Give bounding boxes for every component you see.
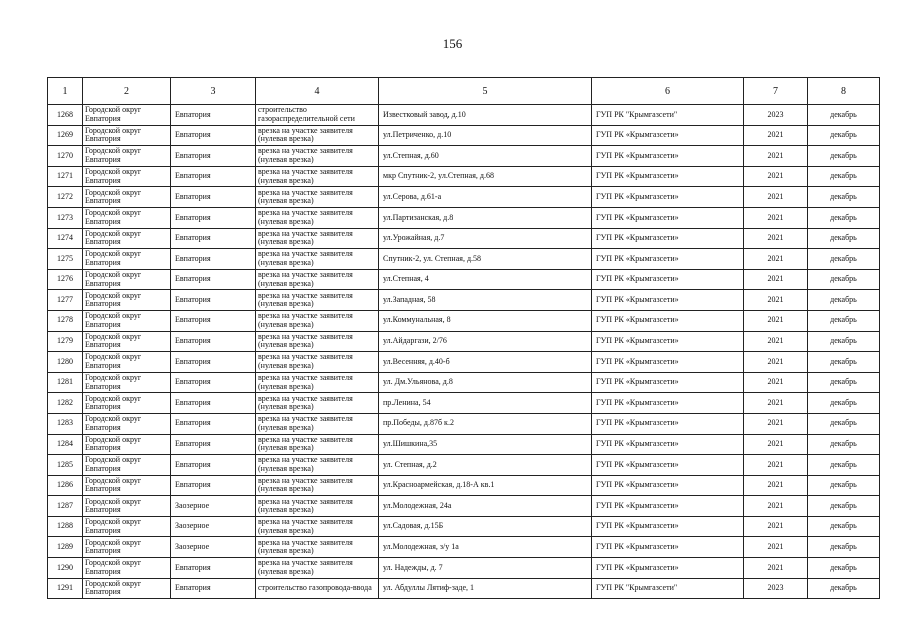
- page-number: 156: [442, 36, 463, 51]
- organization-cell: ГУП РК «Крымгазсети»: [592, 187, 744, 208]
- settlement-cell: Евпатория: [171, 434, 256, 455]
- work-type-cell: строительство газопровода-ввода: [256, 578, 379, 599]
- settlement-cell: Евпатория: [171, 105, 256, 126]
- month-cell: декабрь: [808, 475, 880, 496]
- organization-cell: ГУП РК «Крымгазсети»: [592, 125, 744, 146]
- district-cell: Городской округ Евпатория: [83, 146, 171, 167]
- year-cell: 2021: [744, 455, 808, 476]
- month-cell: декабрь: [808, 372, 880, 393]
- district-cell: Городской округ Евпатория: [83, 228, 171, 249]
- settlement-cell: Евпатория: [171, 372, 256, 393]
- column-header: 8: [808, 78, 880, 105]
- month-cell: декабрь: [808, 228, 880, 249]
- table-row: [48, 146, 880, 167]
- district-cell: Городской округ Евпатория: [83, 537, 171, 558]
- district-cell: Городской округ Евпатория: [83, 269, 171, 290]
- month-cell: декабрь: [808, 455, 880, 476]
- work-type-cell: врезка на участке заявителя (нулевая врезка): [256, 516, 379, 537]
- table-row: [48, 413, 880, 434]
- settlement-cell: Евпатория: [171, 413, 256, 434]
- year-cell: 2021: [744, 413, 808, 434]
- district-cell: Городской округ Евпатория: [83, 558, 171, 579]
- district-cell: Городской округ Евпатория: [83, 578, 171, 599]
- row-number-cell: 1291: [48, 578, 83, 599]
- address-cell: Спутник-2, ул. Степная, д.58: [379, 249, 592, 270]
- organization-cell: ГУП РК «Крымгазсети»: [592, 249, 744, 270]
- column-header: 4: [256, 78, 379, 105]
- work-type-cell: врезка на участке заявителя (нулевая врезка): [256, 475, 379, 496]
- address-cell: ул.Весенняя, д.40-б: [379, 352, 592, 373]
- row-number-cell: 1278: [48, 310, 83, 331]
- settlement-cell: Евпатория: [171, 228, 256, 249]
- address-cell: ул.Молодежная, з/у 1а: [379, 537, 592, 558]
- organization-cell: ГУП РК «Крымгазсети»: [592, 558, 744, 579]
- year-cell: 2023: [744, 578, 808, 599]
- district-cell: Городской округ Евпатория: [83, 207, 171, 228]
- organization-cell: ГУП РК «Крымгазсети»: [592, 290, 744, 311]
- table-row: [48, 228, 880, 249]
- organization-cell: ГУП РК «Крымгазсети»: [592, 310, 744, 331]
- organization-cell: ГУП РК «Крымгазсети»: [592, 372, 744, 393]
- table-row: [48, 578, 880, 599]
- row-number-cell: 1283: [48, 413, 83, 434]
- settlement-cell: Евпатория: [171, 352, 256, 373]
- row-number-cell: 1282: [48, 393, 83, 414]
- year-cell: 2021: [744, 372, 808, 393]
- month-cell: декабрь: [808, 166, 880, 187]
- month-cell: декабрь: [808, 496, 880, 517]
- district-cell: Городской округ Евпатория: [83, 249, 171, 270]
- organization-cell: ГУП РК «Крымгазсети»: [592, 352, 744, 373]
- year-cell: 2021: [744, 228, 808, 249]
- work-type-cell: врезка на участке заявителя (нулевая врезка): [256, 496, 379, 517]
- row-number-cell: 1281: [48, 372, 83, 393]
- settlement-cell: Евпатория: [171, 558, 256, 579]
- address-cell: ул.Коммунальная, 8: [379, 310, 592, 331]
- settlement-cell: Заозерное: [171, 516, 256, 537]
- work-type-cell: врезка на участке заявителя (нулевая врезка): [256, 187, 379, 208]
- settlement-cell: Евпатория: [171, 475, 256, 496]
- settlement-cell: Евпатория: [171, 290, 256, 311]
- work-type-cell: врезка на участке заявителя (нулевая врезка): [256, 146, 379, 167]
- work-type-cell: врезка на участке заявителя (нулевая врезка): [256, 290, 379, 311]
- row-number-cell: 1272: [48, 187, 83, 208]
- organization-cell: ГУП РК «Крымгазсети»: [592, 537, 744, 558]
- organization-cell: ГУП РК «Крымгазсети»: [592, 475, 744, 496]
- settlement-cell: Евпатория: [171, 125, 256, 146]
- organization-cell: ГУП РК «Крымгазсети»: [592, 207, 744, 228]
- district-cell: Городской округ Евпатория: [83, 516, 171, 537]
- settlement-cell: Заозерное: [171, 537, 256, 558]
- work-type-cell: врезка на участке заявителя (нулевая врезка): [256, 372, 379, 393]
- table-header-row: [48, 78, 880, 105]
- table-row: [48, 331, 880, 352]
- table-row: [48, 434, 880, 455]
- settlement-cell: Евпатория: [171, 187, 256, 208]
- row-number-cell: 1287: [48, 496, 83, 517]
- address-cell: пр.Победы, д.87б к.2: [379, 413, 592, 434]
- work-type-cell: врезка на участке заявителя (нулевая врезка): [256, 310, 379, 331]
- district-cell: Городской округ Евпатория: [83, 455, 171, 476]
- organization-cell: ГУП РК "Крымгазсети": [592, 105, 744, 126]
- work-type-cell: врезка на участке заявителя (нулевая врезка): [256, 537, 379, 558]
- work-type-cell: врезка на участке заявителя (нулевая врезка): [256, 558, 379, 579]
- row-number-cell: 1271: [48, 166, 83, 187]
- settlement-cell: Евпатория: [171, 166, 256, 187]
- work-type-cell: врезка на участке заявителя (нулевая врезка): [256, 434, 379, 455]
- month-cell: декабрь: [808, 516, 880, 537]
- address-cell: ул. Степная, д.2: [379, 455, 592, 476]
- table-row: [48, 105, 880, 126]
- address-cell: ул.Шишкина,35: [379, 434, 592, 455]
- year-cell: 2021: [744, 249, 808, 270]
- district-cell: Городской округ Евпатория: [83, 105, 171, 126]
- year-cell: 2021: [744, 496, 808, 517]
- year-cell: 2021: [744, 558, 808, 579]
- district-cell: Городской округ Евпатория: [83, 331, 171, 352]
- month-cell: декабрь: [808, 578, 880, 599]
- address-cell: Известковый завод, д.10: [379, 105, 592, 126]
- month-cell: декабрь: [808, 146, 880, 167]
- district-cell: Городской округ Евпатория: [83, 310, 171, 331]
- work-type-cell: врезка на участке заявителя (нулевая врезка): [256, 228, 379, 249]
- organization-cell: ГУП РК «Крымгазсети»: [592, 269, 744, 290]
- table-row: [48, 393, 880, 414]
- table-row: [48, 455, 880, 476]
- year-cell: 2021: [744, 166, 808, 187]
- work-type-cell: врезка на участке заявителя (нулевая врезка): [256, 393, 379, 414]
- table-row: [48, 516, 880, 537]
- table-row: [48, 496, 880, 517]
- address-cell: ул.Красноармейская, д.18-А кв.1: [379, 475, 592, 496]
- district-cell: Городской округ Евпатория: [83, 393, 171, 414]
- address-cell: ул. Надежды, д. 7: [379, 558, 592, 579]
- year-cell: 2021: [744, 352, 808, 373]
- month-cell: декабрь: [808, 393, 880, 414]
- month-cell: декабрь: [808, 558, 880, 579]
- district-cell: Городской округ Евпатория: [83, 496, 171, 517]
- address-cell: пр.Ленина, 54: [379, 393, 592, 414]
- settlement-cell: Евпатория: [171, 207, 256, 228]
- work-type-cell: врезка на участке заявителя (нулевая врезка): [256, 413, 379, 434]
- work-type-cell: врезка на участке заявителя (нулевая врезка): [256, 249, 379, 270]
- settlement-cell: Евпатория: [171, 578, 256, 599]
- month-cell: декабрь: [808, 434, 880, 455]
- organization-cell: ГУП РК «Крымгазсети»: [592, 434, 744, 455]
- work-type-cell: врезка на участке заявителя (нулевая врезка): [256, 455, 379, 476]
- column-header: 6: [592, 78, 744, 105]
- address-cell: ул.Степная, д.60: [379, 146, 592, 167]
- row-number-cell: 1273: [48, 207, 83, 228]
- address-cell: ул.Садовая, д.15Б: [379, 516, 592, 537]
- settlement-cell: Евпатория: [171, 249, 256, 270]
- address-cell: ул.Партизанская, д.8: [379, 207, 592, 228]
- month-cell: декабрь: [808, 269, 880, 290]
- year-cell: 2021: [744, 393, 808, 414]
- district-cell: Городской округ Евпатория: [83, 166, 171, 187]
- table-row: [48, 558, 880, 579]
- organization-cell: ГУП РК "Крымгазсети": [592, 578, 744, 599]
- column-header: 5: [379, 78, 592, 105]
- year-cell: 2021: [744, 516, 808, 537]
- settlement-cell: Евпатория: [171, 393, 256, 414]
- row-number-cell: 1284: [48, 434, 83, 455]
- year-cell: 2021: [744, 290, 808, 311]
- row-number-cell: 1274: [48, 228, 83, 249]
- address-cell: ул.Серова, д.61-а: [379, 187, 592, 208]
- settlement-cell: Евпатория: [171, 331, 256, 352]
- address-cell: ул.Западная, 58: [379, 290, 592, 311]
- address-cell: ул.Молодежная, 24а: [379, 496, 592, 517]
- organization-cell: ГУП РК «Крымгазсети»: [592, 228, 744, 249]
- column-header: 1: [48, 78, 83, 105]
- table-row: [48, 290, 880, 311]
- gasification-table: [47, 77, 880, 599]
- table-row: [48, 125, 880, 146]
- district-cell: Городской округ Евпатория: [83, 352, 171, 373]
- address-cell: ул. Абдуллы Лятиф-заде, 1: [379, 578, 592, 599]
- year-cell: 2021: [744, 331, 808, 352]
- table-row: [48, 166, 880, 187]
- row-number-cell: 1280: [48, 352, 83, 373]
- organization-cell: ГУП РК «Крымгазсети»: [592, 413, 744, 434]
- year-cell: 2021: [744, 187, 808, 208]
- month-cell: декабрь: [808, 310, 880, 331]
- month-cell: декабрь: [808, 537, 880, 558]
- settlement-cell: Евпатория: [171, 310, 256, 331]
- work-type-cell: врезка на участке заявителя (нулевая врезка): [256, 269, 379, 290]
- column-header: 7: [744, 78, 808, 105]
- year-cell: 2021: [744, 475, 808, 496]
- work-type-cell: врезка на участке заявителя (нулевая врезка): [256, 352, 379, 373]
- year-cell: 2023: [744, 105, 808, 126]
- address-cell: ул.Степная, 4: [379, 269, 592, 290]
- table-row: [48, 310, 880, 331]
- row-number-cell: 1268: [48, 105, 83, 126]
- row-number-cell: 1277: [48, 290, 83, 311]
- row-number-cell: 1276: [48, 269, 83, 290]
- column-header: 2: [83, 78, 171, 105]
- address-cell: ул.Петриченко, д.10: [379, 125, 592, 146]
- month-cell: декабрь: [808, 352, 880, 373]
- settlement-cell: Заозерное: [171, 496, 256, 517]
- work-type-cell: строительство газораспределительной сети: [256, 105, 379, 126]
- work-type-cell: врезка на участке заявителя (нулевая врезка): [256, 207, 379, 228]
- table-row: [48, 372, 880, 393]
- work-type-cell: врезка на участке заявителя (нулевая врезка): [256, 166, 379, 187]
- year-cell: 2021: [744, 125, 808, 146]
- month-cell: декабрь: [808, 187, 880, 208]
- row-number-cell: 1275: [48, 249, 83, 270]
- row-number-cell: 1285: [48, 455, 83, 476]
- organization-cell: ГУП РК «Крымгазсети»: [592, 496, 744, 517]
- month-cell: декабрь: [808, 331, 880, 352]
- month-cell: декабрь: [808, 290, 880, 311]
- year-cell: 2021: [744, 537, 808, 558]
- district-cell: Городской округ Евпатория: [83, 125, 171, 146]
- district-cell: Городской округ Евпатория: [83, 372, 171, 393]
- work-type-cell: врезка на участке заявителя (нулевая врезка): [256, 125, 379, 146]
- table-body: [48, 105, 880, 599]
- year-cell: 2021: [744, 434, 808, 455]
- settlement-cell: Евпатория: [171, 269, 256, 290]
- district-cell: Городской округ Евпатория: [83, 187, 171, 208]
- district-cell: Городской округ Евпатория: [83, 434, 171, 455]
- row-number-cell: 1289: [48, 537, 83, 558]
- address-cell: ул.Айдаргази, 2/76: [379, 331, 592, 352]
- year-cell: 2021: [744, 310, 808, 331]
- organization-cell: ГУП РК «Крымгазсети»: [592, 166, 744, 187]
- settlement-cell: Евпатория: [171, 455, 256, 476]
- table-row: [48, 537, 880, 558]
- row-number-cell: 1270: [48, 146, 83, 167]
- settlement-cell: Евпатория: [171, 146, 256, 167]
- address-cell: ул.Урожайная, д.7: [379, 228, 592, 249]
- row-number-cell: 1290: [48, 558, 83, 579]
- year-cell: 2021: [744, 207, 808, 228]
- table-row: [48, 269, 880, 290]
- table-row: [48, 352, 880, 373]
- year-cell: 2021: [744, 269, 808, 290]
- month-cell: декабрь: [808, 207, 880, 228]
- district-cell: Городской округ Евпатория: [83, 413, 171, 434]
- month-cell: декабрь: [808, 125, 880, 146]
- month-cell: декабрь: [808, 105, 880, 126]
- table-row: [48, 207, 880, 228]
- district-cell: Городской округ Евпатория: [83, 475, 171, 496]
- organization-cell: ГУП РК «Крымгазсети»: [592, 146, 744, 167]
- table-row: [48, 187, 880, 208]
- year-cell: 2021: [744, 146, 808, 167]
- row-number-cell: 1279: [48, 331, 83, 352]
- organization-cell: ГУП РК «Крымгазсети»: [592, 393, 744, 414]
- organization-cell: ГУП РК «Крымгазсети»: [592, 516, 744, 537]
- row-number-cell: 1269: [48, 125, 83, 146]
- district-cell: Городской округ Евпатория: [83, 290, 171, 311]
- organization-cell: ГУП РК «Крымгазсети»: [592, 331, 744, 352]
- address-cell: ул. Дм.Ульянова, д.8: [379, 372, 592, 393]
- column-header: 3: [171, 78, 256, 105]
- work-type-cell: врезка на участке заявителя (нулевая врезка): [256, 331, 379, 352]
- month-cell: декабрь: [808, 413, 880, 434]
- address-cell: мкр Спутник-2, ул.Степная, д.68: [379, 166, 592, 187]
- organization-cell: ГУП РК «Крымгазсети»: [592, 455, 744, 476]
- month-cell: декабрь: [808, 249, 880, 270]
- table-row: [48, 249, 880, 270]
- row-number-cell: 1288: [48, 516, 83, 537]
- table-row: [48, 475, 880, 496]
- row-number-cell: 1286: [48, 475, 83, 496]
